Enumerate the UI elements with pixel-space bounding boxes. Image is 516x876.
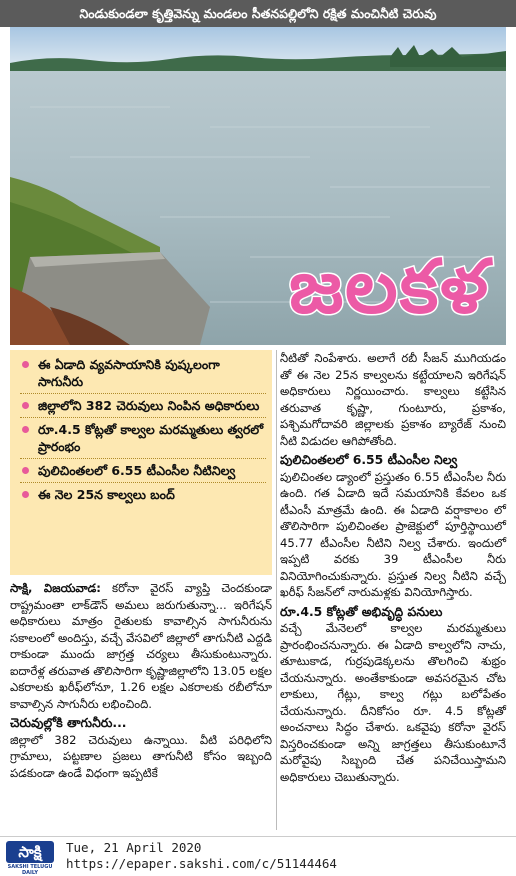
- article-right-column: [280, 350, 506, 785]
- paragraph-text: కరోనా వైరస్ వ్యాప్తి చెందకుండా రాష్ట్రమంతా లాక్‌డౌన్ అమలు జరుగుతున్నా... ఇరిగేషన్ అధికారులు మాత్రం రైతులకు కావాల్సిన సాగునీరును సకాలంలో అందిస్తు, వచ్చే వేసవిలో జిల్లాలో తాగునీటి ఎద్దడి రాకుండా ముందు జాగ్రత్త చర్యలు తీసుకుంటున్నారు. ఐదారేళ్ల తరువాత తొలిసారిగా కృష్ణాజిల్లాలోని 13.05 లక్షల ఎకరాలకు ఖరీఫ్‌లోనూ, 1.26 లక్షల ఎకరాలకు రబీలోనూ కావాల్సిన సాగునీరు లభించింది.: [10, 581, 272, 711]
- highlight-item: జిల్లాలోని 382 చెరువులు నింపిన అధికారులు: [20, 397, 266, 418]
- subheading: పులిచింతలలో 6.55 టీఎంసీల నిల్వ: [280, 452, 458, 467]
- highlight-item: ఈ ఏడాది వ్యవసాయానికి పుష్కలంగా సాగునీరు: [20, 356, 266, 394]
- sakshi-logo[interactable]: [6, 841, 54, 876]
- article-paragraph: వచ్చే మేనెలలో కాల్వల మరమ్మతులు ప్రారంభించనున్నారు. ఈ ఏడాది కాల్వలోని నాచు, తూటుకాడ, గుర్రపుడెక్కలను తొలగించి శుభ్రం చేయనున్నారు. అంతేకాకుండా అవసరమైన చోట లాకులు, గేట్లు, కాల్వ గట్లు బలోపేతం చేయనున్నారు. దీనికోసం రూ. 4.5 కోట్లతో అంచనాలు సిద్ధం చేశారు. ఒకవైపు కరోనా వైరస్ విస్తరించకుండా అన్ని జాగ్రత్తలు తీసుకుంటూనే మరోవైపు సిబ్బంది చేత పనిచేయిస్తామని అధికారులు చెబుతున్నారు.: [280, 621, 506, 784]
- logo-subtitle: SAKSHI TELUGU DAILY: [7, 864, 53, 876]
- highlights-box: [10, 350, 272, 575]
- highlight-item: ఈ నెల 25న కాల్వలు బంద్: [20, 486, 266, 503]
- subheading: చెరువుల్లోకి తాగునీరు...: [10, 715, 127, 730]
- headline: జలకళ: [289, 244, 490, 330]
- article-paragraph: [10, 580, 272, 712]
- logo-text: సాక్షి: [6, 841, 54, 863]
- epaper-link[interactable]: https://epaper.sakshi.com/c/51144464: [66, 856, 337, 871]
- highlight-item: పులిచింతలలో 6.55 టీఎంసీల నీటినిల్వ: [20, 462, 266, 483]
- subheading: రూ.4.5 కోట్లతో అభివృద్ధి పనులు: [280, 603, 443, 619]
- footer-bar: [0, 836, 516, 876]
- dateline: సాక్షి, విజయవాడ:: [10, 581, 101, 595]
- article-left-column: [10, 580, 272, 781]
- edition-date: Tue, 21 April 2020: [66, 840, 202, 855]
- photo-caption: నిండుకుండలా కృత్తివెన్ను మండలం సీతనపల్లిలోని రక్షిత మంచినీటి చెరువు: [0, 0, 516, 27]
- highlight-item: రూ.4.5 కోట్లతో కాల్వల మరమ్మతులు త్వరలో ప్రారంభం: [20, 421, 266, 459]
- article-paragraph: జిల్లాలో 382 చెరువులు ఉన్నాయి. వీటి పరిధిలోని గ్రామాలు, పట్టణాల ప్రజలు తాగునీటి కోసం ఇబ్బంది పడకుండా ఉండే విధంగా ఇప్పటికే: [10, 732, 272, 780]
- article-paragraph: పులిచింతల డ్యాంలో ప్రస్తుతం 6.55 టీఎంసీల నీరు ఉంది. గత ఏడాది ఇదే సమయానికి కేవలం ఒక టీఎంసీ మాత్రమే ఉంది. ఈ ఏడాది వర్షాకాలం లో తొలిసారిగా పులిచింతల ప్రాజెక్టులో పూర్తిస్థాయిలో 45.77 టీఎంసీల నీటిని నిల్వ చేశారు. ఇందులో ఇప్పటి వరకు 39 టీఎంసీల నీరు వినియోగించుకున్నారు. ప్రస్తుత నిల్వ నీటిని వచ్చే ఖరీఫ్ సీజన్‌లో నారుమళ్లకు వినియోగిస్తారు.: [280, 469, 506, 599]
- column-divider: [276, 350, 277, 830]
- article-paragraph: నీటితో నింపేశారు. అలాగే రబీ సీజన్ ముగియడం తో ఈ నెల 25న కాల్వలను కట్టేయాలని ఇరిగేషన్ అధికారులు నిర్ణయించారు. కాల్వలు కట్టేసిన తరువాత కృష్ణా, గుంటూరు, ప్రకాశం, పశ్చిమగోదావరి జిల్లాలకు ప్రకాశం బ్యారేజ్ నుంచి నీటి విడుదల ఆగిపోతోంది.: [280, 351, 506, 448]
